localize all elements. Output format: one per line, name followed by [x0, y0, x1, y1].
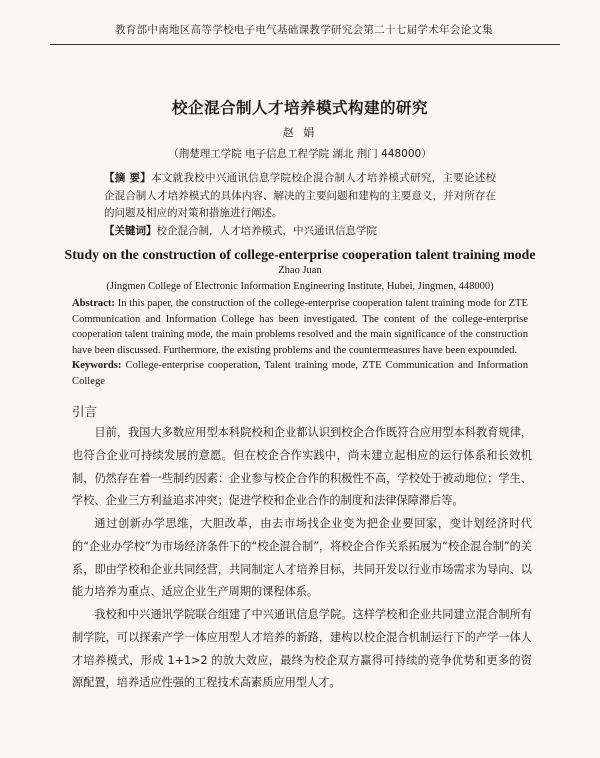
running-header: 教育部中南地区高等学校电子电气基础课教学研究会第二十七届学术年会论文集 — [115, 24, 493, 36]
header-rule — [50, 44, 560, 45]
body-paragraph-3: 我校和中兴通讯学院联合组建了中兴通讯信息学院。这样学校和企业共同建立混合制所有制学院，可以探索产学一体应用型人才培养的新路，建构以校企混合机制运行下的产学一体人才培养模式，形成 1+1>2 的放大效应，最终为校企双方赢得可持续的竞争优势和更多的资源配置，培养适应性强的工程技术高素质应用型人才。 — [72, 608, 532, 690]
english-keywords — [72, 358, 528, 389]
body-paragraph-2: 通过创新办学思维，大胆改革，由去市场找企业变为把企业要回家，变计划经济时代的“企业办学校”为市场经济条件下的“校企混合制”，将校企合作关系拓展为“校企混合制”的关系，即由学校和企业共同经营，共同制定人才培养目标，共同开发以行业市场需求为导向、以能力培养为重点、适应企业生产周期的课程体系。 — [72, 517, 532, 599]
chinese-abstract-label: 【摘 要】 — [104, 172, 152, 184]
chinese-affiliation: （荆楚理工学院 电子信息工程学院 湖北 荆门 448000） — [168, 148, 432, 160]
chinese-author: 赵 娟 — [282, 126, 318, 139]
chinese-abstract-text: 本文就我校中兴通讯信息学院校企混合制人才培养模式研究，主要论述校企混合制人才培养模式的具体内容、解决的主要问题和建构的主要意义，并对所存在的问题及相应的对策和措施进行阐述。 — [104, 172, 496, 219]
english-abstract-text: In this paper, the construction of the college-enterprise cooperation talent training mode for ZTE Communication and Information College has been investigated. The content of the college-enterprise cooperation talent training mode, the main problems resolved and the main significance of the construction have been discussed. Furthermore, the existing problems and the countermeasures have been expounded. — [72, 298, 528, 356]
chinese-keywords-text: 校企混合制，人才培养模式，中兴通讯信息学院 — [156, 225, 377, 237]
english-keywords-text: College-enterprise cooperation, Talent training mode, ZTE Communication and Information College — [72, 360, 528, 387]
section-heading-introduction: 引言 — [72, 404, 98, 419]
english-title: Study on the construction of college-enterprise cooperation talent training mode — [64, 247, 536, 262]
chinese-title: 校企混合制人才培养模式构建的研究 — [171, 99, 428, 117]
english-abstract-label: Abstract: — [72, 298, 115, 309]
english-abstract — [72, 296, 528, 358]
english-keywords-label: Keywords: — [72, 360, 122, 371]
english-author: Zhao Juan — [278, 265, 322, 276]
chinese-abstract — [104, 170, 496, 223]
body-paragraph-1: 目前，我国大多数应用型本科院校和企业都认识到校企合作既符合应用型本科教育规律，也符合企业可持续发展的意愿。但在校企合作实践中，尚未建立起相应的运行体系和长效机制，仍然存在着一些制约因素：企业参与校企合作的积极性不高，学校处于被动地位；学生、学校、企业三方利益追求冲突；促进学校和企业合作的制度和法律保障滞后等。 — [72, 426, 532, 508]
chinese-keywords-label: 【关键词】 — [104, 225, 157, 237]
chinese-keywords — [104, 223, 524, 240]
english-affiliation: (Jingmen College of Electronic Information Engineering Institute, Hubei, Jingmen, 448000) — [106, 281, 494, 292]
